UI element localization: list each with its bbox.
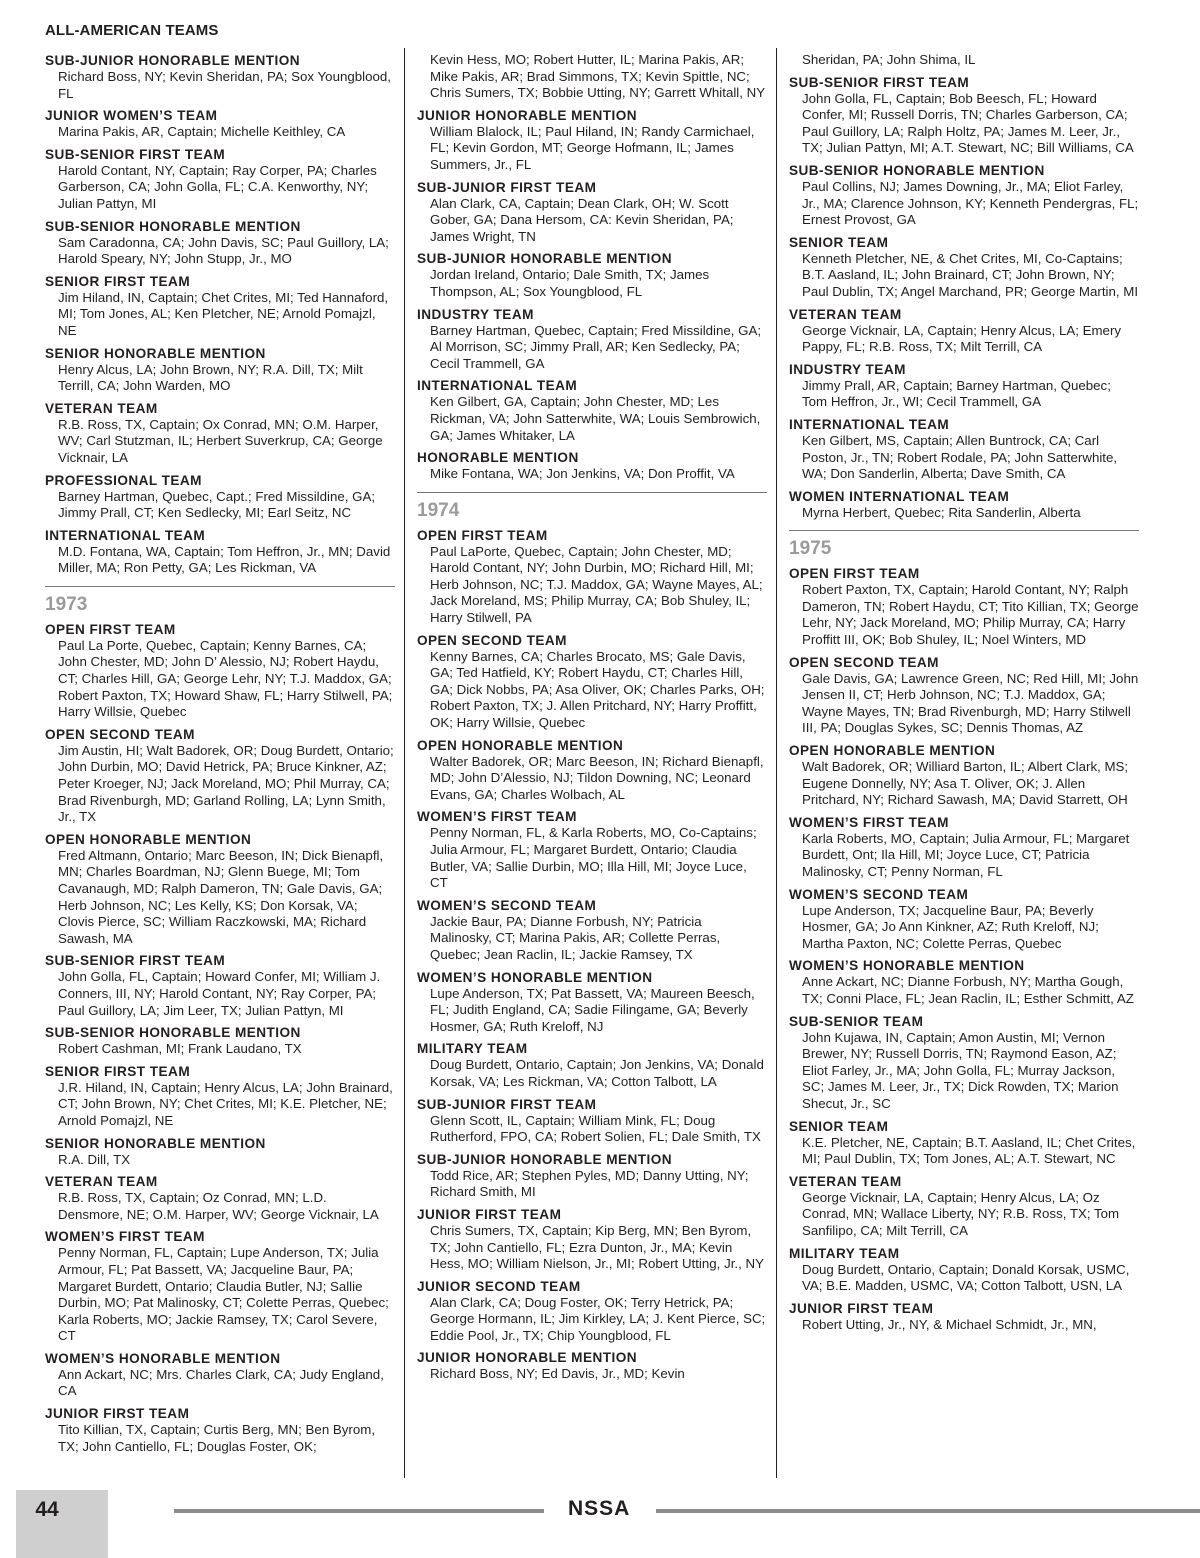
- team-members: Kevin Hess, MO; Robert Hutter, IL; Marina Pakis, AR; Mike Pakis, AR; Brad Simmons, TX; Kevin Spittle, NC; Chris Sumers, TX; Bobbie Utting, NY; Garrett Whitall, NY: [430, 52, 766, 101]
- team-members: Myrna Herbert, Quebec; Rita Sanderlin, Alberta: [802, 504, 1081, 520]
- team-heading: SUB-SENIOR FIRST TEAM: [45, 953, 226, 969]
- team-members: J.R. Hiland, IN, Captain; Henry Alcus, LA; John Brainard, CT; John Brown, NY; Chet Crites, MI; K.E. Pletcher, NE; Arnold Pomajzl, NE: [58, 1079, 393, 1128]
- team-members: Tito Killian, TX, Captain; Curtis Berg, MN; Ben Byrom, TX; John Cantiello, FL; Douglas Foster, OK;: [58, 1422, 376, 1454]
- team-heading: SUB-SENIOR FIRST TEAM: [45, 146, 226, 162]
- team-members: Alan Clark, CA; Doug Foster, OK; Terry Hetrick, PA; George Hormann, IL; Jim Kirkley, LA; J. Kent Pierce, SC; Eddie Pool, Jr., TX; Chip Youngblood, FL: [430, 1294, 766, 1343]
- team-heading: INTERNATIONAL TEAM: [45, 527, 206, 543]
- column-1: [45, 52, 395, 1455]
- team-members: Fred Altmann, Ontario; Marc Beeson, IN; Dick Bienapfl, MN; Charles Boardman, NJ; Glenn Buege, MI; Tom Cavanaugh, MD; Ralph Dameron, TN; Gale Davis, GA; Herb Johnson, NC; Les Kelly, KS; Don Korsak, VA; Clovis Pierce, SC; William Raczkowski, MA; Richard Sawash, MA: [58, 847, 384, 946]
- team-members: Glenn Scott, IL, Captain; William Mink, FL; Doug Rutherford, FPO, CA; Robert Solien, FL; Dale Smith, TX: [430, 1112, 761, 1145]
- team-heading: MILITARY TEAM: [417, 1041, 528, 1057]
- column-divider: [404, 48, 405, 1478]
- team-members: Walt Badorek, OR; Williard Barton, IL; Albert Clark, MS; Eugene Donnelly, NY; Asa T. Oliver, OK; J. Allen Pritchard, NY; Richard Sawash, MA; David Starrett, OH: [802, 759, 1129, 808]
- team-heading: JUNIOR HONORABLE MENTION: [417, 1350, 637, 1366]
- team-heading: MILITARY TEAM: [789, 1245, 900, 1261]
- team-heading: INDUSTRY TEAM: [789, 361, 906, 377]
- team-members: Doug Burdett, Ontario, Captain; Jon Jenkins, VA; Donald Korsak, VA; Les Rickman, VA; Cotton Talbott, LA: [430, 1057, 764, 1089]
- team-members: Todd Rice, AR; Stephen Pyles, MD; Danny Utting, NY; Richard Smith, MI: [430, 1167, 749, 1200]
- team-members: Lupe Anderson, TX; Jacqueline Baur, PA; Beverly Hosmer, GA; Jo Ann Kinkner, AZ; Ruth Kreloff, NJ; Martha Paxton, NC; Colette Perras, Quebec: [802, 902, 1099, 951]
- team-heading: VETERAN TEAM: [789, 1173, 902, 1189]
- team-members: Penny Norman, FL, & Karla Roberts, MO, Co-Captains; Julia Armour, FL; Margaret Burdett, Ontario; Claudia Butler, VA; Sallie Durbin, MO; Illa Hill, MI; Joyce Luce, CT: [430, 825, 757, 891]
- team-heading: SENIOR HONORABLE MENTION: [45, 1135, 266, 1151]
- column-2: [417, 52, 767, 1383]
- team-heading: OPEN SECOND TEAM: [417, 632, 567, 648]
- team-heading: HONORABLE MENTION: [417, 450, 579, 466]
- team-members: Gale Davis, GA; Lawrence Green, NC; Red Hill, MI; John Jensen II, CT; Herb Johnson, NC; T.J. Maddox, GA; Wayne Mayes, TN; Brad Rivenburgh, MD; Harry Stilwell III, PA; Douglas Sykes, SC; Dennis Thomas, AZ: [802, 670, 1139, 736]
- team-heading: SUB-SENIOR HONORABLE MENTION: [45, 1025, 301, 1041]
- team-heading: SENIOR TEAM: [789, 1118, 889, 1134]
- team-members: Ken Gilbert, GA, Captain; John Chester, MD; Les Rickman, VA; John Satterwhite, WA; Louis Sembrowich, GA; James Whitaker, LA: [430, 394, 761, 443]
- team-heading: WOMEN’S HONORABLE MENTION: [789, 958, 1025, 974]
- team-heading: SUB-SENIOR HONORABLE MENTION: [789, 162, 1045, 178]
- team-heading: SUB-JUNIOR HONORABLE MENTION: [45, 53, 301, 68]
- team-heading: JUNIOR FIRST TEAM: [417, 1206, 562, 1222]
- team-members: Karla Roberts, MO, Captain; Julia Armour, FL; Margaret Burdett, Ont; Ila Hill, MI; Joyce Luce, CT; Patricia Malinosky, CT; Penny Norman, FL: [802, 830, 1130, 879]
- page-title: ALL-AMERICAN TEAMS: [45, 22, 219, 39]
- page-number: 44: [35, 1498, 59, 1521]
- team-heading: SUB-SENIOR HONORABLE MENTION: [45, 218, 301, 234]
- team-members: Lupe Anderson, TX; Pat Bassett, VA; Maureen Beesch, FL; Judith England, CA; Sadie Filingame, GA; Beverly Hosmer, GA; Ruth Kreloff, NJ: [430, 985, 755, 1034]
- footer-rule-left: [174, 1509, 544, 1513]
- team-heading: JUNIOR WOMEN’S TEAM: [45, 108, 218, 124]
- team-heading: OPEN FIRST TEAM: [789, 566, 920, 582]
- team-heading: OPEN SECOND TEAM: [45, 726, 195, 742]
- team-heading: WOMEN’S SECOND TEAM: [789, 886, 969, 902]
- team-members: Jim Austin, HI; Walt Badorek, OR; Doug Burdett, Ontario; John Durbin, MO; David Hetrick, PA; Bruce Kinkner, AZ; Peter Kroeger, NJ; Jack Moreland, MO; Phil Murray, CA; Brad Rivenburgh, MD; Garland Rolling, LA; Lynn Smith, Jr., TX: [58, 742, 394, 825]
- team-members: Mike Fontana, WA; Jon Jenkins, VA; Don Proffit, VA: [430, 466, 735, 482]
- team-members: Penny Norman, FL, Captain; Lupe Anderson, TX; Julia Armour, FL; Pat Bassett, VA; Jacqueline Baur, PA; Margaret Burdett, Ontario; Claudia Butler, NJ; Sallie Durbin, MO; Pat Malinosky, CT; Colette Perras, Quebec; Karla Roberts, MO; Jackie Ramsey, TX; Carol Severe, CT: [58, 1245, 389, 1344]
- team-members: Alan Clark, CA, Captain; Dean Clark, OH; W. Scott Gober, GA; Dana Hersom, CA: Kevin Sheridan, PA; James Wright, TN: [430, 195, 734, 244]
- team-members: Doug Burdett, Ontario, Captain; Donald Korsak, USMC, VA; B.E. Madden, USMC, VA; Cotton Talbott, USN, LA: [802, 1261, 1130, 1294]
- team-members: Sam Caradonna, CA; John Davis, SC; Paul Guillory, LA; Harold Speary, NY; John Stupp, Jr., MO: [58, 234, 389, 267]
- team-members: Marina Pakis, AR, Captain; Michelle Keithley, CA: [58, 124, 346, 140]
- team-heading: OPEN FIRST TEAM: [45, 621, 176, 637]
- team-members: Jim Hiland, IN, Captain; Chet Crites, MI; Ted Hannaford, MI; Tom Jones, AL; Ken Pletcher, NE; Arnold Pomajzl, NE: [58, 289, 389, 338]
- team-heading: SUB-JUNIOR HONORABLE MENTION: [417, 1151, 673, 1167]
- team-heading: SUB-JUNIOR HONORABLE MENTION: [417, 251, 673, 267]
- team-heading: WOMEN INTERNATIONAL TEAM: [789, 488, 1010, 504]
- column-3: [789, 52, 1139, 1333]
- team-members: Kenneth Pletcher, NE, & Chet Crites, MI, Co-Captains; B.T. Aasland, IL; John Brainard, CT; John Brown, NY; Paul Dublin, TX; Angel Marchand, PR; George Martin, MI: [802, 250, 1139, 299]
- team-members: M.D. Fontana, WA, Captain; Tom Heffron, Jr., MN; David Miller, MA; Ron Petty, GA; Les Rickman, VA: [58, 543, 391, 576]
- footer-brand: NSSA: [568, 1497, 631, 1520]
- team-members: Paul Collins, NJ; James Downing, Jr., MA; Eliot Farley, Jr., MA; Clarence Johnson, KY; Kenneth Pendergras, FL; Ernest Provost, GA: [802, 178, 1139, 228]
- team-heading: JUNIOR FIRST TEAM: [45, 1406, 190, 1422]
- team-members: Anne Ackart, NC; Dianne Forbush, NY; Martha Gough, TX; Conni Place, FL; Jean Raclin, IL; Esther Schmitt, AZ: [802, 974, 1134, 1006]
- team-heading: WOMEN’S HONORABLE MENTION: [417, 969, 653, 985]
- team-members: Ken Gilbert, MS, Captain; Allen Buntrock, CA; Carl Poston, Jr., TN; Robert Rodale, PA; John Satterwhite, WA; Don Sanderlin, Alberta; Dave Smith, CA: [802, 432, 1118, 482]
- year-heading: 1975: [789, 530, 1139, 560]
- team-heading: SUB-SENIOR FIRST TEAM: [789, 74, 970, 90]
- team-heading: OPEN HONORABLE MENTION: [417, 737, 624, 753]
- team-members: Paul La Porte, Quebec, Captain; Kenny Barnes, CA; John Chester, MD; John D’ Alessio, NJ; Robert Haydu, CT; Charles Hill, GA; George Lehr, NY; T.J. Maddox, GA; Robert Paxton, TX; Howard Shaw, FL; Harry Stilwell, PA; Harry Willsie, Quebec: [58, 637, 393, 720]
- team-members: George Vicknair, LA, Captain; Henry Alcus, LA; Oz Conrad, MN; Wallace Liberty, NY; R.B. Ross, TX; Tom Sanfilipo, CA; Milt Terrill, CA: [802, 1189, 1120, 1238]
- team-heading: WOMEN’S FIRST TEAM: [417, 809, 577, 825]
- column-divider: [776, 48, 777, 1478]
- team-members: William Blalock, IL; Paul Hiland, IN; Randy Carmichael, FL; Kevin Gordon, MT; George Hofmann, IL; James Summers, Jr., FL: [430, 123, 755, 172]
- year-heading: 1973: [45, 586, 395, 616]
- team-members: Barney Hartman, Quebec, Capt.; Fred Missildine, GA; Jimmy Prall, CT; Ken Sedlecky, MI; Earl Seitz, NC: [58, 488, 376, 521]
- team-members: R.A. Dill, TX: [58, 1151, 131, 1167]
- team-heading: OPEN HONORABLE MENTION: [45, 831, 252, 847]
- team-members: Jimmy Prall, AR, Captain; Barney Hartman, Quebec; Tom Heffron, Jr., WI; Cecil Trammell, GA: [802, 377, 1111, 410]
- team-members: Paul LaPorte, Quebec, Captain; John Chester, MD; Harold Contant, NY; John Durbin, MO; Richard Hill, MI; Herb Johnson, NC; T.J. Maddox, GA; Wayne Mayes, AL; Jack Moreland, MS; Philip Murray, CA; Bob Shuley, IL; Harry Stilwell, PA: [430, 543, 763, 626]
- team-heading: VETERAN TEAM: [45, 400, 158, 416]
- team-heading: OPEN SECOND TEAM: [789, 654, 939, 670]
- team-members: Jordan Ireland, Ontario; Dale Smith, TX; James Thompson, AL; Sox Youngblood, FL: [430, 267, 710, 299]
- team-members: John Golla, FL, Captain; Bob Beesch, FL; Howard Confer, MI; Russell Dorris, TN; Charles Garberson, CA; Paul Guillory, LA; Ralph Holtz, PA; James M. Leer, Jr., TX; Julian Pattyn, MI; A.T. Stewart, NC; Bill Williams, CA: [802, 90, 1134, 156]
- team-heading: WOMEN’S FIRST TEAM: [789, 814, 949, 830]
- team-members: R.B. Ross, TX, Captain; Ox Conrad, MN; O.M. Harper, WV; Carl Stutzman, IL; Herbert Suverkrup, CA; George Vicknair, LA: [58, 416, 383, 465]
- team-members: Barney Hartman, Quebec, Captain; Fred Missildine, GA; Al Morrison, SC; Jimmy Prall, AR; Ken Sedlecky, PA; Cecil Trammell, GA: [430, 322, 762, 371]
- team-heading: SENIOR FIRST TEAM: [45, 1063, 191, 1079]
- year-heading: 1974: [417, 492, 767, 522]
- team-members: Ann Ackart, NC; Mrs. Charles Clark, CA; Judy England, CA: [58, 1366, 384, 1399]
- team-heading: WOMEN’S SECOND TEAM: [417, 897, 597, 913]
- team-members: Robert Utting, Jr., NY, & Michael Schmidt, Jr., MN,: [802, 1316, 1097, 1332]
- team-heading: VETERAN TEAM: [45, 1174, 158, 1190]
- team-members: John Golla, FL, Captain; Howard Confer, MI; William J. Conners, III, NY; Harold Contant, NY; Ray Corper, PA; Paul Guillory, LA; Jim Leer, TX; Julian Pattyn, MI: [58, 969, 381, 1018]
- team-heading: JUNIOR FIRST TEAM: [789, 1300, 934, 1316]
- team-members: Richard Boss, NY; Ed Davis, Jr., MD; Kevin: [430, 1366, 685, 1382]
- team-heading: PROFESSIONAL TEAM: [45, 472, 202, 488]
- team-members: Kenny Barnes, CA; Charles Brocato, MS; Gale Davis, GA; Ted Hatfield, KY; Robert Haydu, CT; Charles Hill, GA; Dick Nobbs, PA; Asa Oliver, OK; Charles Parks, OH; Robert Paxton, TX; J. Allen Pritchard, NY; Harry Proffitt, OK; Harry Willsie, Quebec: [430, 648, 765, 731]
- team-heading: SUB-SENIOR TEAM: [789, 1013, 924, 1029]
- team-heading: VETERAN TEAM: [789, 306, 902, 322]
- team-heading: SENIOR HONORABLE MENTION: [45, 345, 266, 361]
- team-members: Walter Badorek, OR; Marc Beeson, IN; Richard Bienapfl, MD; John D’Alessio, NJ; Tildon Downing, NC; Leonard Evans, GA; Charles Wolbach, AL: [430, 753, 764, 802]
- team-heading: JUNIOR SECOND TEAM: [417, 1278, 581, 1294]
- team-heading: INTERNATIONAL TEAM: [789, 416, 950, 432]
- team-members: Henry Alcus, LA; John Brown, NY; R.A. Dill, TX; Milt Terrill, CA; John Warden, MO: [58, 361, 363, 394]
- team-heading: SUB-JUNIOR FIRST TEAM: [417, 179, 597, 195]
- team-heading: OPEN HONORABLE MENTION: [789, 743, 996, 759]
- team-members: K.E. Pletcher, NE, Captain; B.T. Aasland, IL; Chet Crites, MI; Paul Dublin, TX; Tom Jones, AL; A.T. Stewart, NC: [802, 1134, 1136, 1167]
- team-members: Harold Contant, NY, Captain; Ray Corper, PA; Charles Garberson, CA; John Golla, FL; C.A. Kenworthy, NY; Julian Pattyn, MI: [58, 162, 377, 211]
- team-members: John Kujawa, IN, Captain; Amon Austin, MI; Vernon Brewer, NY; Russell Dorris, TN; Raymond Eason, AZ; Eliot Farley, Jr., MA; John Golla, FL; Murray Jackson, SC; James M. Leer, Jr., TX; Dick Rowden, TX; Marion Shecut, Jr., SC: [802, 1029, 1119, 1111]
- team-members: Chris Sumers, TX, Captain; Kip Berg, MN; Ben Byrom, TX; John Cantiello, FL; Ezra Dunton, Jr., MA; Kevin Hess, MO; William Nielson, Jr., MI; Robert Utting, Jr., NY: [430, 1222, 764, 1272]
- team-members: Sheridan, PA; John Shima, IL: [802, 52, 976, 67]
- footer-rule-right: [656, 1509, 1200, 1513]
- team-heading: SENIOR FIRST TEAM: [45, 273, 191, 289]
- team-members: Robert Cashman, MI; Frank Laudano, TX: [58, 1041, 302, 1057]
- team-members: George Vicknair, LA, Captain; Henry Alcus, LA; Emery Pappy, FL; R.B. Ross, TX; Milt Terrill, CA: [802, 322, 1122, 355]
- team-heading: SENIOR TEAM: [789, 234, 889, 250]
- team-members: R.B. Ross, TX, Captain; Oz Conrad, MN; L.D. Densmore, NE; O.M. Harper, WV; George Vicknair, LA: [58, 1190, 379, 1222]
- team-members: Robert Paxton, TX, Captain; Harold Contant, NY; Ralph Dameron, TN; Robert Haydu, CT; Tito Killian, TX; George Lehr, NY; Jack Moreland, MO; Philip Murray, CA; Harry Proffitt III, OK; Bob Shuley, IL; Noel Winters, MD: [802, 582, 1139, 648]
- team-heading: WOMEN’S FIRST TEAM: [45, 1229, 205, 1245]
- team-members: Richard Boss, NY; Kevin Sheridan, PA; Sox Youngblood, FL: [58, 69, 391, 101]
- team-heading: OPEN FIRST TEAM: [417, 527, 548, 543]
- team-heading: JUNIOR HONORABLE MENTION: [417, 107, 637, 123]
- team-heading: SUB-JUNIOR FIRST TEAM: [417, 1096, 597, 1112]
- team-heading: INTERNATIONAL TEAM: [417, 378, 578, 394]
- team-heading: INDUSTRY TEAM: [417, 306, 534, 322]
- team-heading: WOMEN’S HONORABLE MENTION: [45, 1350, 281, 1366]
- team-members: Jackie Baur, PA; Dianne Forbush, NY; Patricia Malinosky, CT; Marina Pakis, AR; Collette Perras, Quebec; Jean Raclin, IL; Jackie Ramsey, TX: [430, 913, 721, 962]
